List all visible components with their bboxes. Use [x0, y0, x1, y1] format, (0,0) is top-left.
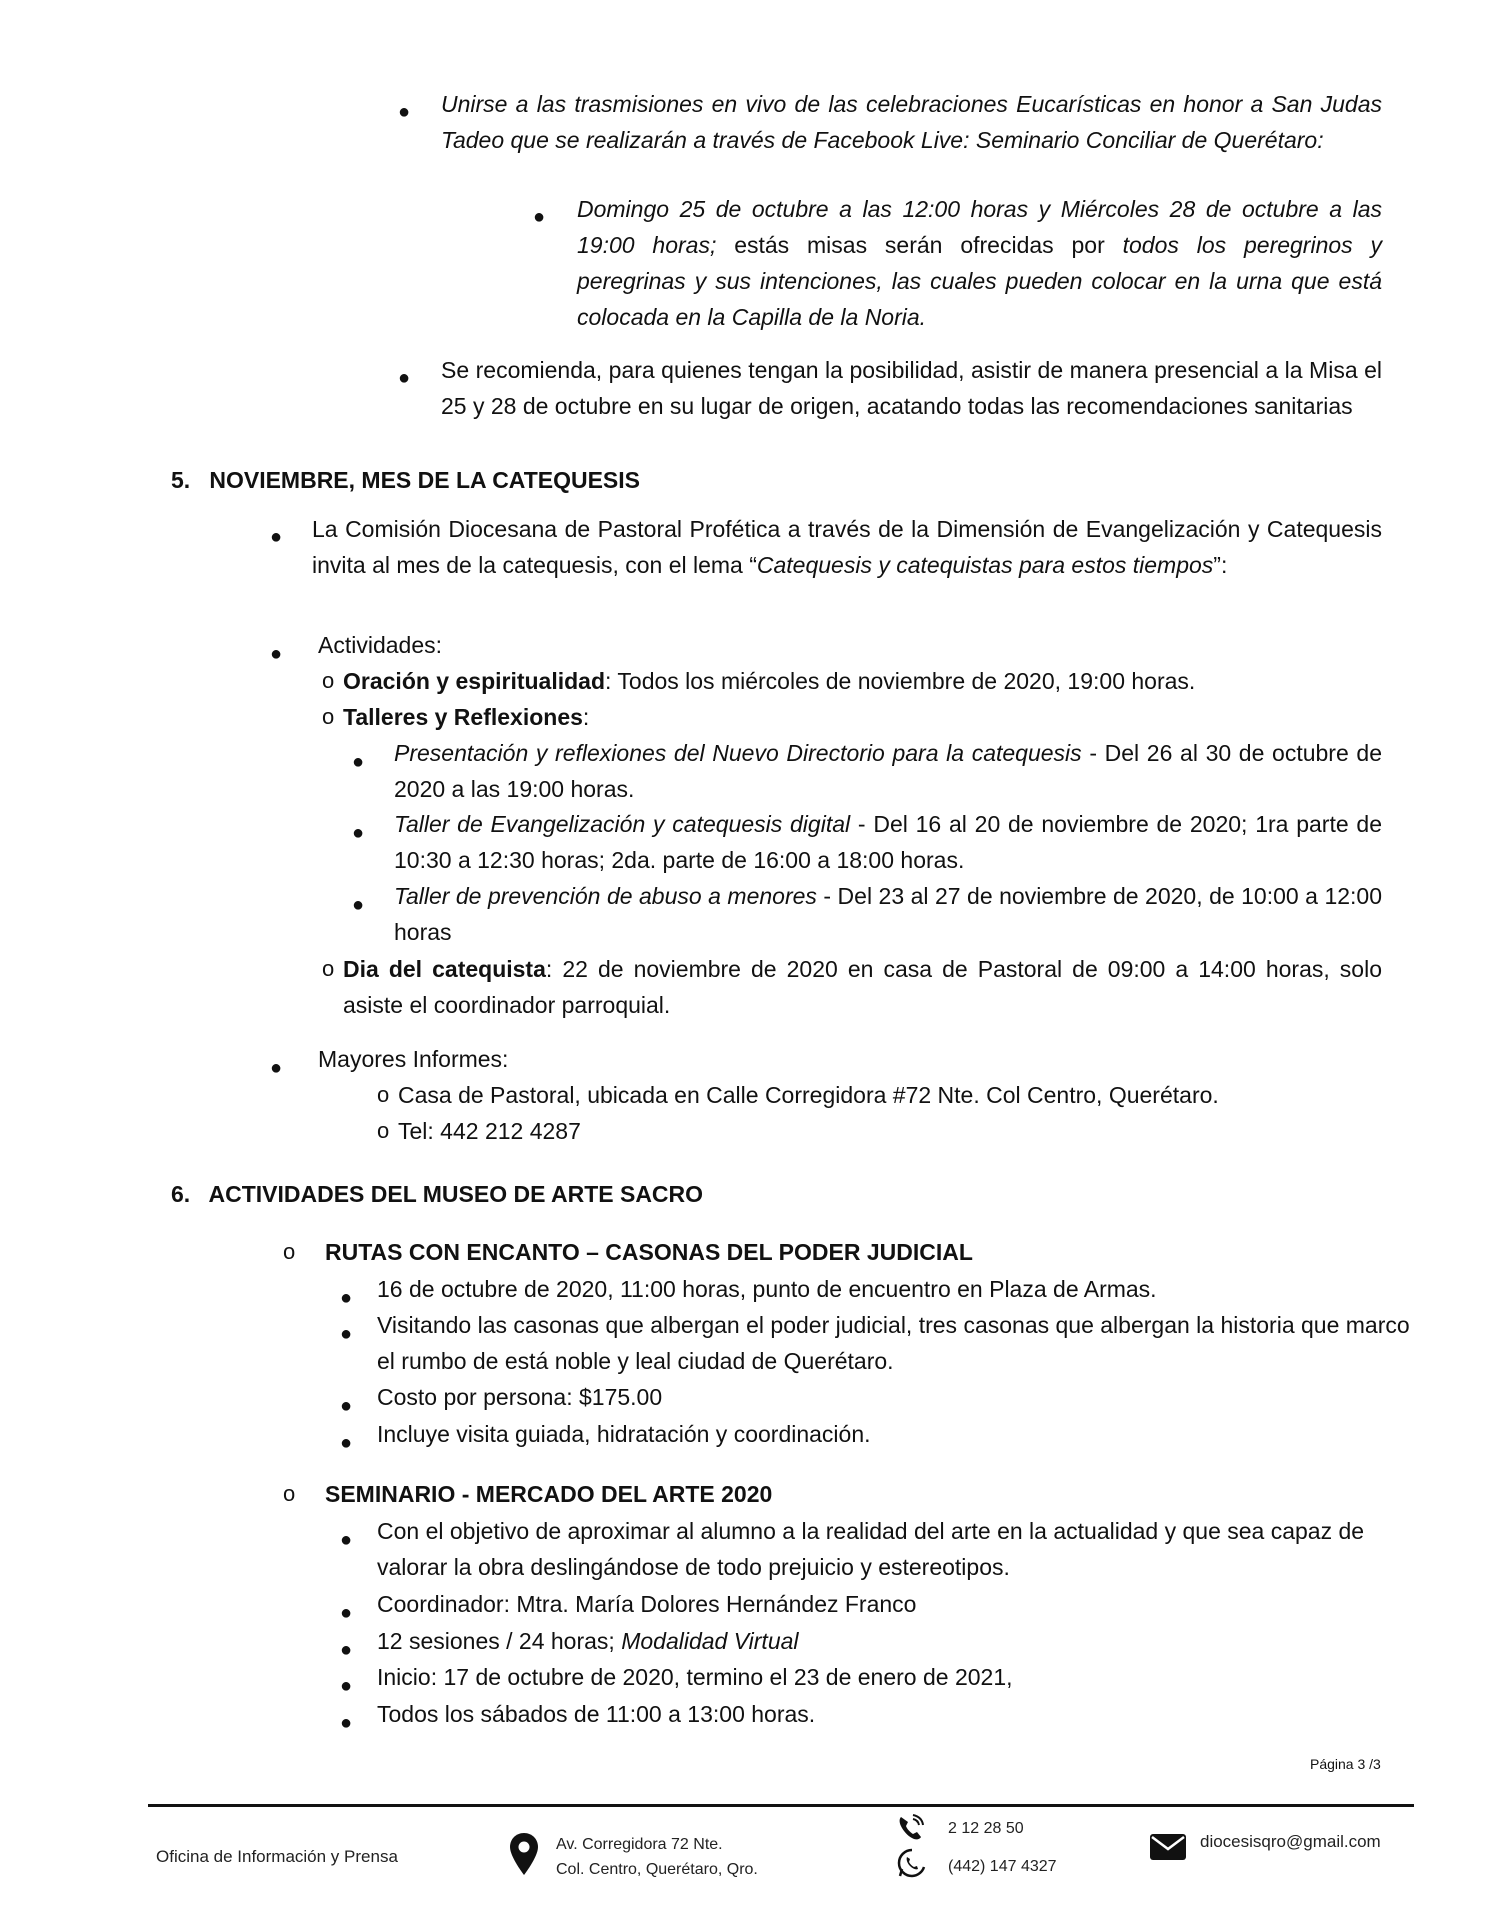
circle-bullet: o — [322, 704, 335, 729]
taller-directorio-title: Presentación y reflexiones del Nuevo Directorio para la catequesis — [394, 740, 1082, 766]
sesiones-text: 12 sesiones / 24 horas; — [377, 1628, 622, 1654]
dia-catequista-title: Dia del catequista — [343, 956, 546, 982]
bullet: ● — [398, 367, 411, 389]
intro-close: ”: — [1213, 552, 1228, 578]
taller-directorio — [394, 735, 1382, 807]
bullet: ● — [533, 206, 546, 228]
catequesis-intro — [312, 511, 1382, 583]
actividades-label: Actividades: — [318, 632, 443, 658]
footer-email: diocesisqro@gmail.com — [1200, 1832, 1381, 1851]
bullet: ● — [352, 822, 365, 844]
footer-divider — [148, 1804, 1414, 1807]
bullet: ● — [340, 1675, 353, 1697]
bullet: ● — [340, 1639, 353, 1661]
section-5-heading: 5. NOVIEMBRE, MES DE LA CATEQUESIS — [171, 467, 641, 493]
oracion-detail: : Todos los miércoles de noviembre de 2020, 19:00 horas. — [605, 668, 1196, 694]
section-6-heading: 6. ACTIVIDADES DEL MUSEO DE ARTE SACRO — [171, 1181, 704, 1207]
taller-digital-title: Taller de Evangelización y catequesis digital — [394, 811, 851, 837]
circle-bullet: o — [283, 1481, 296, 1506]
taller-directorio-detail: - Del 26 al 30 de octubre de 2020 a las 19:00 horas. — [394, 740, 1382, 802]
bullet: ● — [340, 1529, 353, 1551]
phone-icon — [896, 1814, 926, 1842]
oracion-title: Oración y espiritualidad — [343, 668, 606, 694]
casa-pastoral: Casa de Pastoral, ubicada en Calle Corregidora #72 Nte. Col Centro, Querétaro. — [398, 1082, 1219, 1108]
talleres-item — [343, 699, 589, 735]
telefono: Tel: 442 212 4287 — [398, 1118, 581, 1144]
masses-dates: Domingo 25 de octubre a las 12:00 horas y Miércoles 28 de octubre a las 19:00 horas; — [577, 196, 1382, 258]
bullet: ● — [270, 1057, 283, 1079]
bullet: ● — [352, 751, 365, 773]
circle-bullet: o — [283, 1239, 296, 1264]
rutas-item: Incluye visita guiada, hidratación y coordinación. — [377, 1421, 871, 1447]
oracion-item — [343, 663, 1383, 699]
rutas-title: RUTAS CON ENCANTO – CASONAS DEL PODER JUDICIAL — [325, 1239, 973, 1265]
dia-catequista-detail: : 22 de noviembre de 2020 en casa de Pastoral de 09:00 a 14:00 horas, solo asiste el coordinador parroquial. — [343, 956, 1382, 1018]
footer-office: Oficina de Información y Prensa — [156, 1847, 398, 1866]
mayores-informes-label: Mayores Informes: — [318, 1046, 509, 1072]
masses-intentions: todos los peregrinos y peregrinas y sus intenciones, las cuales pueden colocar en la urna que está colocada en la Capilla de la Noria. — [577, 232, 1383, 330]
seminario-item: Inicio: 17 de octubre de 2020, termino el 23 de enero de 2021, — [377, 1664, 1013, 1690]
modalidad-text: Modalidad Virtual — [621, 1628, 799, 1654]
bullet: ● — [340, 1602, 353, 1624]
taller-prevencion-detail: - Del 23 al 27 de noviembre de 2020, de 10:00 a 12:00 horas — [394, 883, 1383, 945]
taller-prevencion-title: Taller de prevención de abuso a menores — [394, 883, 817, 909]
taller-digital — [394, 806, 1382, 878]
seminario-item — [377, 1623, 1417, 1659]
intro-motto: Catequesis y catequistas para estos tiempos — [756, 552, 1214, 578]
bullet: ● — [340, 1712, 353, 1734]
footer-phone1: 2 12 28 50 — [948, 1820, 1024, 1837]
envelope-icon — [1149, 1833, 1187, 1861]
dia-catequista — [343, 951, 1382, 1023]
rutas-item: 16 de octubre de 2020, 11:00 horas, punto de encuentro en Plaza de Armas. — [377, 1276, 1157, 1302]
bullet: ● — [340, 1432, 353, 1454]
bullet: ● — [398, 101, 411, 123]
location-pin-icon — [509, 1832, 539, 1876]
seminario-item: Coordinador: Mtra. María Dolores Hernández Franco — [377, 1591, 917, 1617]
taller-prevencion — [394, 878, 1382, 950]
rutas-item: Costo por persona: $175.00 — [377, 1384, 663, 1410]
bullet: ● — [340, 1287, 353, 1309]
footer-phone2: (442) 147 4327 — [948, 1858, 1057, 1875]
talleres-colon: : — [582, 704, 590, 730]
intro-text: La Comisión Diocesana de Pastoral Profética a través de la Dimensión de Evangelización y Catequesis invita al mes de la catequesis, con el lema “ — [312, 516, 1382, 578]
talleres-title: Talleres y Reflexiones — [343, 704, 583, 730]
bullet: ● — [340, 1395, 353, 1417]
rutas-item: Visitando las casonas que albergan el poder judicial, tres casonas que albergan la historia que marco el rumbo de está noble y leal ciudad de Querétaro. — [377, 1312, 1410, 1374]
taller-digital-detail: - Del 16 al 20 de noviembre de 2020; 1ra parte de 10:30 a 12:30 horas; 2da. parte de 16:00 a 18:00 horas. — [394, 811, 1383, 873]
whatsapp-icon — [896, 1847, 928, 1879]
bullet: ● — [340, 1323, 353, 1345]
circle-bullet: o — [322, 956, 335, 981]
bullet-text-masses — [577, 191, 1382, 335]
seminario-item: Con el objetivo de aproximar al alumno a la realidad del arte en la actualidad y que sea capaz de valorar la obra deslingándose de todo prejuicio y estereotipos. — [377, 1518, 1365, 1580]
footer-address-line1: Av. Corregidora 72 Nte. — [556, 1836, 723, 1853]
circle-bullet: o — [377, 1082, 390, 1107]
bullet-text-facebook-live: Unirse a las trasmisiones en vivo de las celebraciones Eucarísticas en honor a San Judas Tadeo que se realizarán a través de Facebook Live: Seminario Conciliar de Querétaro: — [441, 91, 1382, 153]
circle-bullet: o — [377, 1118, 390, 1143]
bullet: ● — [270, 526, 283, 548]
circle-bullet: o — [322, 668, 335, 693]
seminario-item: Todos los sábados de 11:00 a 13:00 horas. — [377, 1701, 816, 1727]
seminario-title: SEMINARIO - MERCADO DEL ARTE 2020 — [325, 1481, 773, 1507]
page-number: Página 3 /3 — [1310, 1756, 1381, 1772]
footer-address-line2: Col. Centro, Querétaro, Qro. — [556, 1861, 758, 1878]
bullet: ● — [270, 643, 283, 665]
bullet-text-presencial: Se recomienda, para quienes tengan la posibilidad, asistir de manera presencial a la Misa el 25 y 28 de octubre en su lugar de origen, acatando todas las recomendaciones sanitarias — [441, 357, 1382, 419]
bullet: ● — [352, 894, 365, 916]
masses-connector: estás misas serán ofrecidas por — [716, 232, 1123, 258]
